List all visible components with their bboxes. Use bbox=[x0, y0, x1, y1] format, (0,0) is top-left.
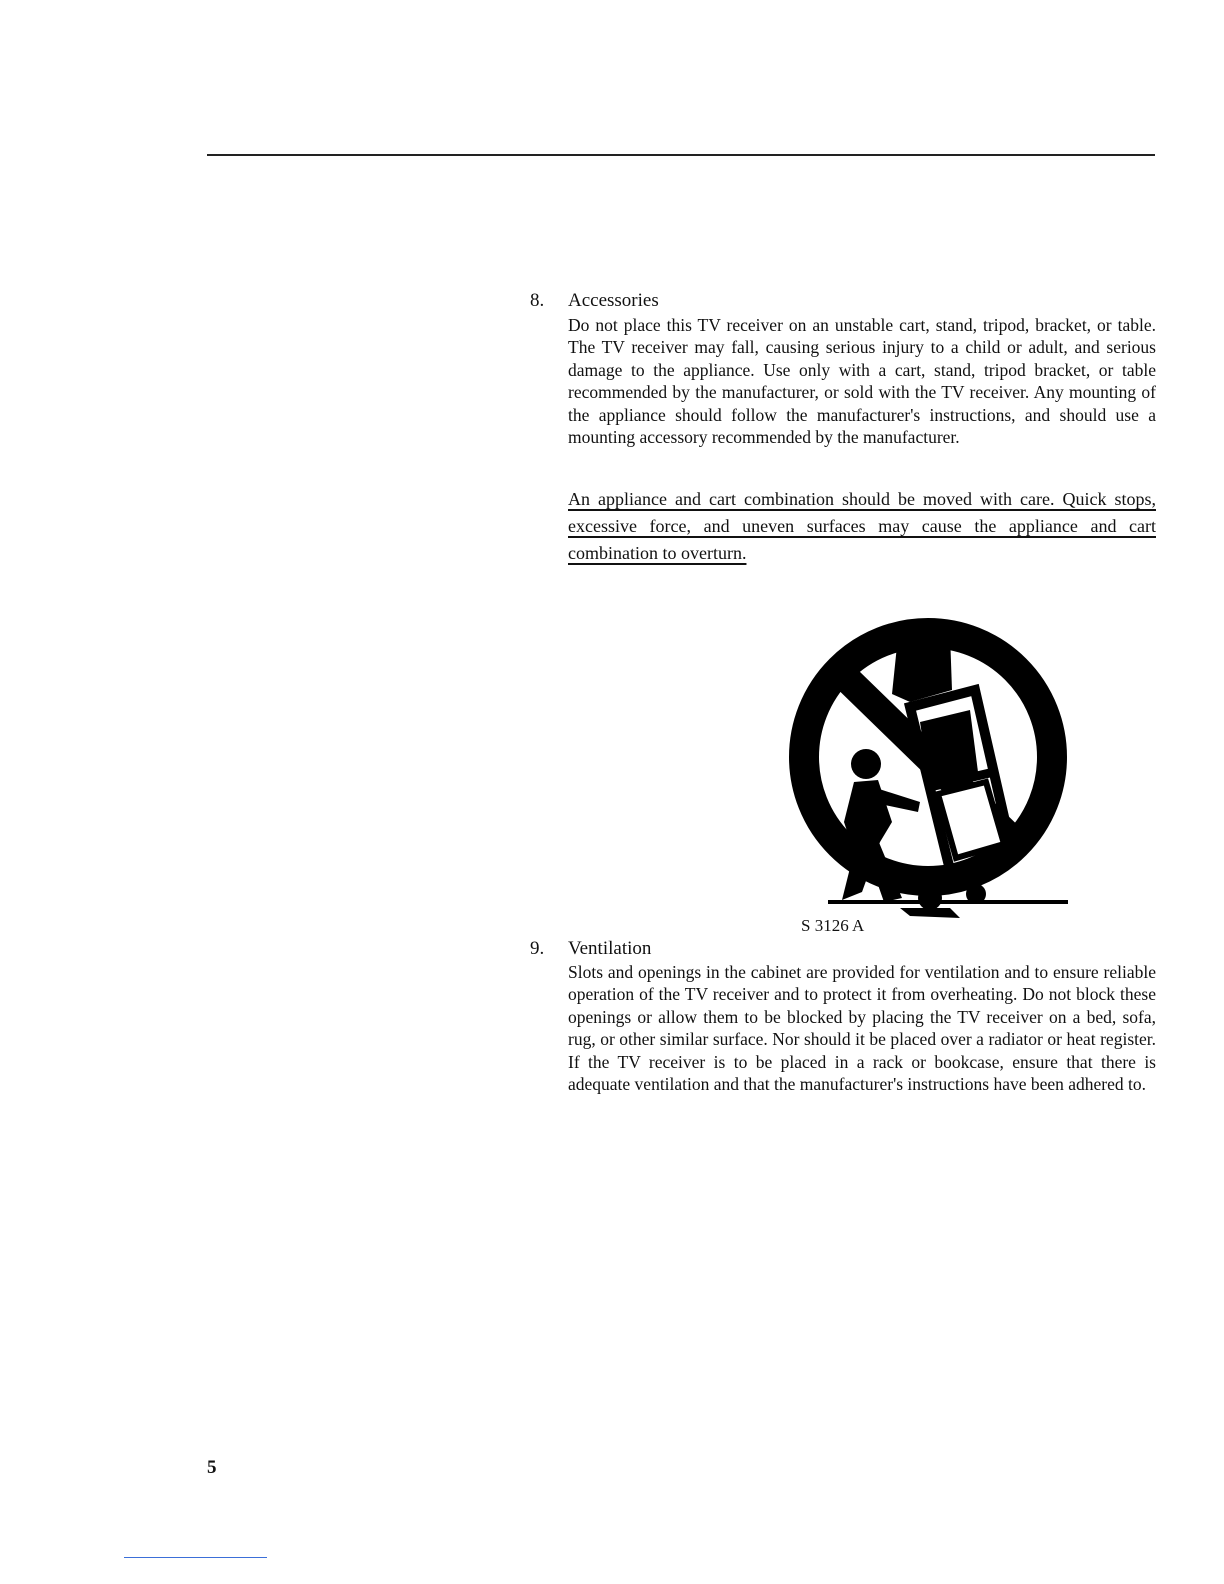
cart-tip-over-warning-icon bbox=[780, 612, 1080, 922]
section-number: 9. bbox=[530, 938, 545, 959]
figure-caption: S 3126 A bbox=[801, 916, 865, 935]
section-number: 8. bbox=[530, 290, 545, 311]
header-rule bbox=[207, 154, 1155, 156]
section-title: Accessories bbox=[568, 290, 659, 311]
section-body: Slots and openings in the cabinet are provided for ventilation and to ensure reliable operation of the TV receiver and to protect it from overheating. Do not block these openings or allow them to be blocked by placing the TV receiver on a bed, sofa, rug, or other similar surface. Nor should it be placed over a radiator or heat register. If the TV receiver is to be placed in a rack or bookcase, ensure that there is adequate ventilation and that the manufacturer's instructions have been adhered to. bbox=[568, 962, 1156, 1095]
section-body: Do not place this TV receiver on an unstable cart, stand, tripod, bracket, or table. The TV receiver may fall, causing serious injury to a child or adult, and serious damage to the appliance. Use only with a cart, stand, tripod bracket, or table recommended by the manufacturer, or sold with the TV receiver. Any mounting of the appliance should follow the manufacturer's instructions, and should use a mounting accessory recommended by the manufacturer. bbox=[568, 315, 1156, 448]
page-number: 5 bbox=[207, 1457, 217, 1478]
cart-warning-figure bbox=[780, 612, 1080, 922]
footer-rule bbox=[124, 1557, 267, 1558]
warning-underlined-text: An appliance and cart combination should be moved with care. Quick stops, excessive force, and uneven surfaces may cause the appliance and cart combination to overturn. bbox=[568, 489, 1156, 563]
section-title: Ventilation bbox=[568, 938, 652, 959]
warning-text bbox=[568, 486, 1156, 567]
